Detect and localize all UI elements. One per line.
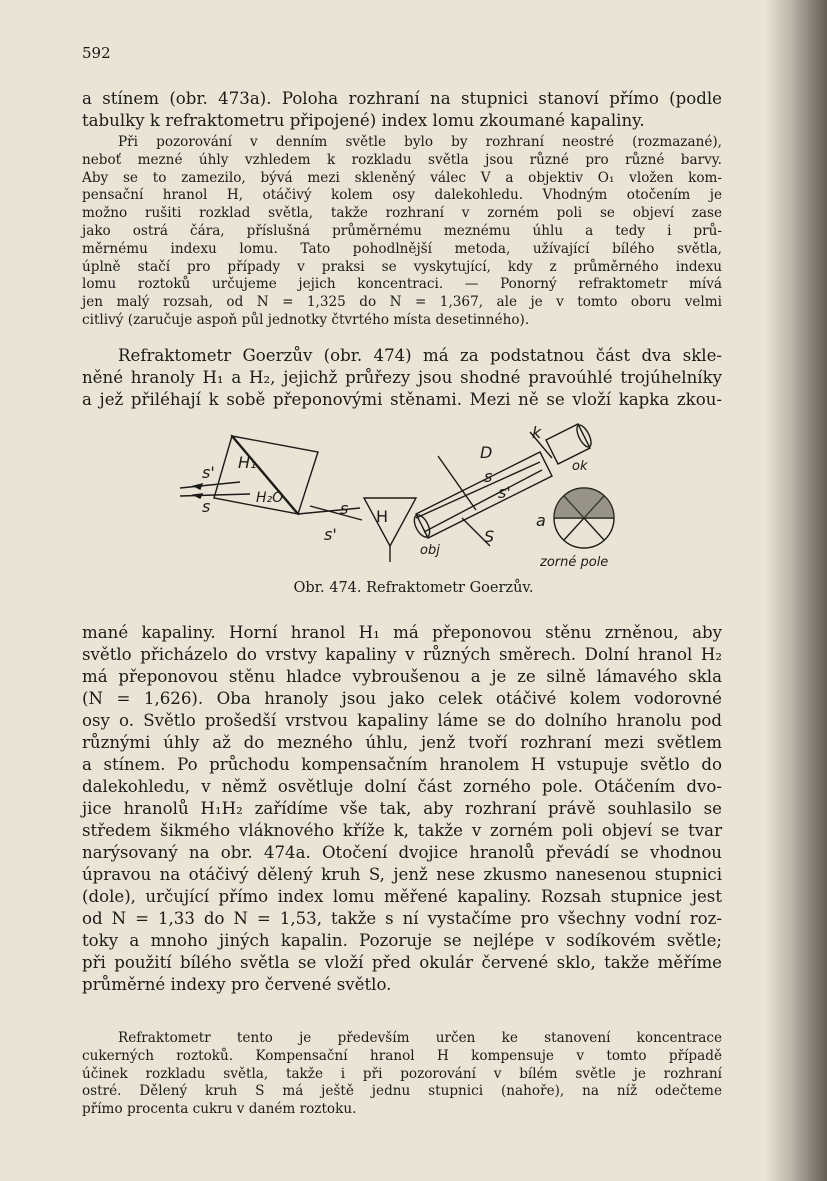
closing-small-paragraph [82, 1030, 722, 1119]
text-line: a jež přiléhají k sobě přeponovými stěnami. Mezi ně se vloží kapka zkou- [82, 390, 722, 409]
label-s-prime: s' [202, 463, 215, 482]
text-line: možno rušiti rozklad světla, takže rozhraní v zorném poli se objeví zase [82, 205, 722, 222]
label-s-mid: s [340, 499, 349, 518]
label-s-tube: s [484, 467, 493, 486]
text-line: něné hranoly H₁ a H₂, jejichž průřezy jsou shodné pravoúhlé trojúhelníky [82, 368, 722, 387]
label-k: k [532, 423, 542, 442]
label-s-prime-tube: s' [498, 483, 511, 502]
text-line: má přeponovou stěnu hladce vybroušenou a je ze silně lámavého skla [82, 667, 722, 686]
text-line: (dole), určující přímo index lomu měřené kapaliny. Rozsah stupnice jest [82, 887, 722, 906]
text-line: narýsovaný na obr. 474a. Otočení dvojice hranolů převádí se vhodnou [82, 843, 722, 862]
text-line: úplně stačí pro případy v praksi se vyskytující, kdy z průměrného indexu [82, 258, 722, 275]
compensator-prism [364, 498, 416, 546]
text-line: při použití bílého světla se vloží před okulár červené sklo, takže měříme [82, 953, 722, 972]
text-line: (N = 1,626). Oba hranoly jsou jako celek otáčivé kolem vodorovné [82, 689, 722, 708]
label-s-lower: S [484, 527, 495, 546]
text-line: a stínem. Po průchodu kompensačním hranolem H vstupuje světlo do [82, 755, 722, 774]
text-line: cukerných roztoků. Kompensační hranol H kompensuje v tomto případě [82, 1047, 722, 1064]
label-h2o: H₂O [256, 490, 284, 506]
body-paragraph [82, 622, 722, 996]
goerz-paragraph [82, 345, 722, 411]
text-line: pensační hranol H, otáčivý kolem osy dalekohledu. Vhodným otočením je [82, 187, 722, 204]
text-line: účinek rozkladu světla, takže i při pozorování v bílém světle je rozhraní [82, 1065, 722, 1082]
text-line: jice hranolů H₁H₂ zařídíme vše tak, aby rozhraní právě souhlasilo se [82, 799, 722, 818]
text-line: citlivý (zaručuje aspoň půl jednotky čtvrtého místa desetinného). [82, 311, 530, 328]
label-s: s [202, 497, 211, 516]
label-field: zorné pole [540, 555, 609, 570]
arrow-head [194, 484, 202, 489]
text-line: světlo přicházelo do vrstvy kapaliny v různých směrech. Dolní hranol H₂ [82, 645, 722, 664]
text-line: Při pozorování v denním světle bylo by rozhraní neostré (rozmazané), [118, 134, 722, 150]
refractometer-diagram [180, 418, 620, 576]
label-h: H [376, 507, 389, 526]
label-ok: ok [572, 459, 588, 474]
text-line: tabulky k refraktometru připojené) index lomu zkoumané kapaliny. [82, 111, 645, 130]
text-line: jen malý rozsah, od N = 1,325 do N = 1,367, ale je v tomto oboru velmi [82, 294, 722, 311]
ray-s [180, 494, 250, 496]
text-line: dalekohledu, v němž osvětluje dolní část zorného pole. Otáčením dvo- [82, 777, 722, 796]
label-a: a [536, 511, 546, 530]
label-h1: H₁ [238, 453, 257, 472]
text-line: neboť mezné úhly vzhledem k rozkladu světla jsou různé pro různé barvy. [82, 151, 722, 168]
text-line: středem šikmého vláknového kříže k, takže v zorném poli objeví se tvar [82, 821, 722, 840]
figure-caption: Obr. 474. Refraktometr Goerzův. [293, 580, 534, 596]
small-print-paragraph [82, 134, 722, 330]
text-line: různými úhly až do mezného úhlu, jenž tvoří rozhraní mezi světlem [82, 733, 722, 752]
intro-paragraph [82, 88, 722, 132]
field-dark-half [554, 488, 614, 518]
pointer-d [438, 456, 476, 510]
label-s-prime-mid: s' [324, 525, 337, 544]
text-line: lomu roztoků určujeme jejich koncentraci. — Ponorný refraktometr mívá [82, 276, 722, 293]
text-line: úpravou na otáčivý dělený kruh S, jenž nese zkusmo nanesenou stupnici [82, 865, 722, 884]
text-line: Refraktometr tento je především určen ke stanovení koncentrace [118, 1030, 722, 1046]
text-line: ostré. Dělený kruh S má ještě jednu stupnici (nahoře), na níž odečteme [82, 1083, 722, 1100]
ray-s-prime [180, 482, 240, 488]
text-line: mané kapaliny. Horní hranol H₁ má přeponovou stěnu zrněnou, aby [82, 623, 722, 642]
text-line: Aby se to zamezilo, bývá mezi skleněný válec V a objektiv O₁ vložen kom- [82, 169, 722, 186]
text-line: osy o. Světlo prošedší vrstvou kapaliny láme se do dolního hranolu pod [82, 711, 722, 730]
text-line: Refraktometr Goerzův (obr. 474) má za podstatnou část dva skle- [118, 346, 722, 365]
text-line: jako ostrá čára, příslušná průměrnému meznému úhlu a tedy i prů- [82, 222, 722, 239]
text-line: průměrné indexy pro červené světlo. [82, 975, 392, 994]
ray-tube-s [416, 462, 540, 518]
label-d: D [480, 443, 493, 462]
arrow-head [194, 494, 202, 498]
text-line: od N = 1,33 do N = 1,53, takže s ní vystačíme pro všechny vodní roz- [82, 909, 722, 928]
label-obj: obj [420, 543, 440, 558]
page-number: 592 [82, 44, 111, 62]
text-line: přímo procenta cukru v daném roztoku. [82, 1101, 357, 1118]
text-line: toky a mnoho jiných kapalin. Pozoruje se nejlépe v sodíkovém světle; [82, 931, 722, 950]
text-line: a stínem (obr. 473a). Poloha rozhraní na stupnici stanoví přímo (podle [82, 89, 722, 108]
text-line: měrnému indexu lomu. Tato pohodlnější metoda, užívající bílého světla, [82, 240, 722, 257]
